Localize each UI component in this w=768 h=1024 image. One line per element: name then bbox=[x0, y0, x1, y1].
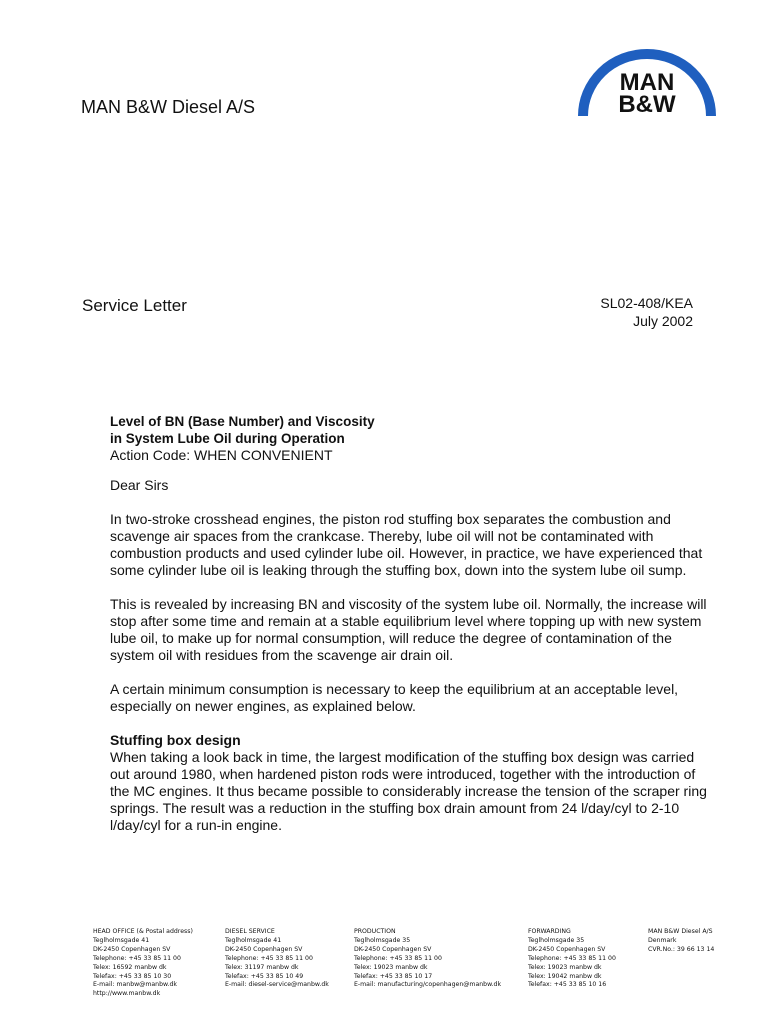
footer-column-company bbox=[648, 928, 714, 955]
footer-line: Teglholmsgade 35 bbox=[528, 936, 585, 944]
footer-line: Telex: 16592 manbw dk bbox=[93, 963, 167, 971]
footer-line: E-mail: diesel-service@manbw.dk bbox=[225, 981, 329, 989]
footer-column-heading: MAN B&W Diesel A/S bbox=[648, 928, 713, 935]
letter-date: July 2002 bbox=[633, 313, 693, 329]
letter-title-line-2: in System Lube Oil during Operation bbox=[110, 431, 345, 446]
section-heading: Stuffing box design bbox=[110, 732, 241, 748]
action-code: Action Code: WHEN CONVENIENT bbox=[110, 447, 333, 463]
footer-line: Teglholmsgade 35 bbox=[354, 936, 411, 944]
reference-number: SL02-408/KEA bbox=[600, 295, 693, 311]
footer-column-heading: PRODUCTION bbox=[354, 928, 396, 935]
footer-line: Telephone: +45 33 85 11 00 bbox=[225, 954, 313, 962]
footer-line: CVR.No.: 39 66 13 14 bbox=[648, 945, 715, 953]
footer-line: E-mail: manbw@manbw.dk bbox=[93, 981, 178, 989]
footer-line: Telephone: +45 33 85 11 00 bbox=[93, 954, 181, 962]
footer-line: Telephone: +45 33 85 11 00 bbox=[528, 954, 616, 962]
body-paragraph-1: In two-stroke crosshead engines, the piston rod stuffing box separates the combustion and scavenge air spaces from the crankcase. Thereby, lube oil will not be contaminated with combustion products and used cylinder lube oil. However, in practice, we have experienced that some cylinder lube oil is leaking through the stuffing box, down into the system lube oil sump. bbox=[110, 511, 703, 578]
footer-line: DK-2450 Copenhagen SV bbox=[93, 945, 171, 953]
footer-link[interactable]: http://www.manbw.dk bbox=[93, 990, 161, 998]
footer-column-heading: FORWARDING bbox=[528, 928, 571, 935]
logo-text-bw: B&W bbox=[618, 91, 676, 118]
footer-line: Telefax: +45 33 85 10 30 bbox=[93, 972, 172, 980]
body-paragraph-2: This is revealed by increasing BN and viscosity of the system lube oil. Normally, the increase will stop after some time and remain at a stable equilibrium level where topping up with new system lube oil, to make up for normal consumption, will reduce the degree of contamination of the system oil with residues from the scavenge air drain oil. bbox=[110, 596, 707, 663]
footer-column-production bbox=[354, 928, 501, 990]
footer-line: DK-2450 Copenhagen SV bbox=[528, 945, 606, 953]
footer-line: Telefax: +45 33 85 10 17 bbox=[354, 972, 433, 980]
footer-line: Telex: 19023 manbw dk bbox=[528, 963, 602, 971]
footer-line: Denmark bbox=[648, 936, 677, 944]
footer-line: Telefax: +45 33 85 10 16 bbox=[528, 981, 607, 989]
reference-block bbox=[600, 294, 693, 330]
footer-column-heading: HEAD OFFICE (& Postal address) bbox=[93, 928, 193, 935]
footer-line: Telefax: +45 33 85 10 49 bbox=[225, 972, 304, 980]
salutation: Dear Sirs bbox=[110, 477, 169, 493]
footer-addresses bbox=[93, 928, 733, 1008]
footer-line: E-mail: manufacturing/copenhagen@manbw.dk bbox=[354, 981, 502, 989]
footer-column-forwarding bbox=[528, 928, 616, 990]
footer-line: DK-2450 Copenhagen SV bbox=[225, 945, 303, 953]
footer-column-diesel-service bbox=[225, 928, 329, 990]
man-bw-logo bbox=[576, 38, 718, 118]
footer-column-head-office bbox=[93, 928, 193, 999]
letter-body bbox=[110, 413, 710, 834]
footer-column-heading: DIESEL SERVICE bbox=[225, 928, 275, 935]
footer-line: Telex: 19023 manbw dk bbox=[354, 963, 428, 971]
document-type: Service Letter bbox=[82, 296, 187, 315]
footer-line: Telex: 19042 manbw dk bbox=[528, 972, 602, 980]
body-paragraph-3: A certain minimum consumption is necessary to keep the equilibrium at an acceptable level, especially on newer engines, as explained below. bbox=[110, 681, 679, 714]
section-paragraph: When taking a look back in time, the largest modification of the stuffing box design was carried out around 1980, when hardened piston rods were introduced, together with the introduction of the MC engines. It thus became possible to considerably increase the tension of the scraper ring springs. The result was a reduction in the stuffing box drain amount from 24 l/day/cyl to 2-10 l/day/cyl for a run-in engine. bbox=[110, 749, 707, 833]
logo-text-man: MAN bbox=[619, 69, 675, 96]
footer-line: Teglholmsgade 41 bbox=[225, 936, 282, 944]
footer-line: Teglholmsgade 41 bbox=[93, 936, 150, 944]
company-name: MAN B&W Diesel A/S bbox=[81, 97, 256, 117]
letter-title-line-1: Level of BN (Base Number) and Viscosity bbox=[110, 414, 375, 429]
footer-line: DK-2450 Copenhagen SV bbox=[354, 945, 432, 953]
footer-line: Telephone: +45 33 85 11 00 bbox=[354, 954, 442, 962]
footer-line: Telex: 31197 manbw dk bbox=[225, 963, 299, 971]
